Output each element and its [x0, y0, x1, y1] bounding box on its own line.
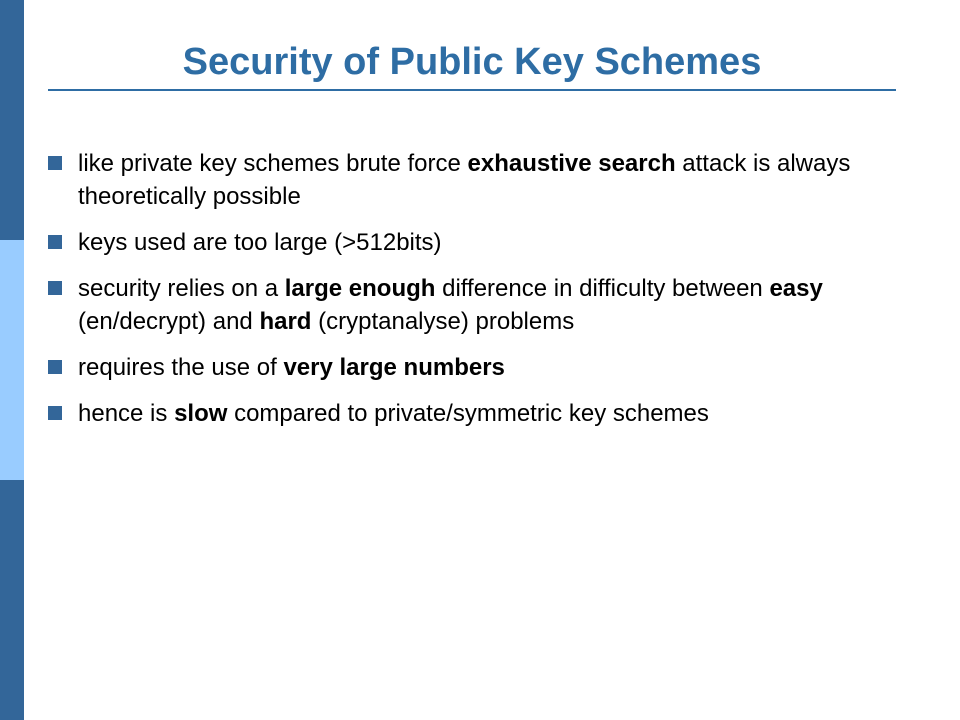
bullet-text-segment: (cryptanalyse) problems [311, 308, 575, 335]
bullet-text-segment: (en/decrypt) and [78, 308, 260, 335]
square-bullet-icon [48, 235, 62, 249]
sidebar-segment-middle [0, 240, 24, 480]
bullet-item [48, 272, 908, 338]
bullet-item [48, 147, 908, 213]
sidebar-segment-bottom [0, 480, 24, 720]
bullet-text-bold: easy [769, 275, 823, 302]
title-underline [48, 89, 896, 91]
bullet-item [48, 397, 908, 430]
bullet-text-segment: security relies on a [78, 275, 285, 302]
square-bullet-icon [48, 156, 62, 170]
bullet-text-segment: like private key schemes brute force [78, 150, 468, 177]
bullet-text-segment: hence is [78, 400, 175, 427]
bullet-text-segment: requires the use of [78, 354, 284, 381]
sidebar-segment-top [0, 0, 24, 240]
bullet-item [48, 351, 908, 384]
slide-title: Security of Public Key Schemes [182, 41, 762, 83]
bullet-text-bold: large enough [284, 275, 436, 302]
bullet-text-segment: difference in difficulty between [435, 275, 770, 302]
bullet-list [48, 147, 908, 443]
bullet-text-bold: exhaustive search [467, 150, 676, 177]
bullet-text-segment: compared to private/symmetric key schemes [227, 400, 709, 427]
bullet-item [48, 226, 908, 259]
bullet-text-bold: slow [174, 400, 228, 427]
bullet-text-segment: keys used are too large (>512bits) [78, 229, 442, 256]
bullet-text-segment: attack is always theoretically possible [78, 150, 851, 210]
square-bullet-icon [48, 360, 62, 374]
square-bullet-icon [48, 281, 62, 295]
bullet-text-bold: very large numbers [283, 354, 505, 381]
square-bullet-icon [48, 406, 62, 420]
bullet-text-bold: hard [259, 308, 312, 335]
